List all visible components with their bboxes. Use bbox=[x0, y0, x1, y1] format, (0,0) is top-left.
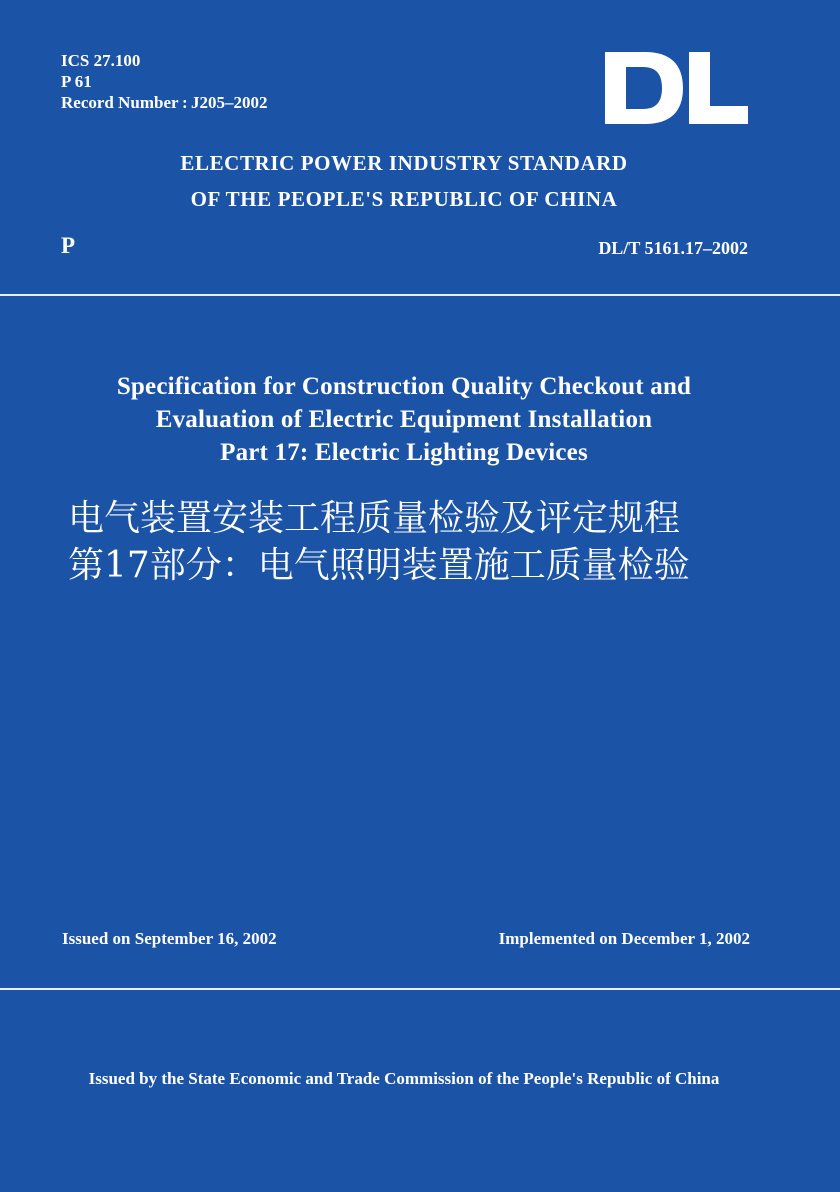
standard-number: DL/T 5161.17–2002 bbox=[598, 238, 748, 258]
ics-code: ICS 27.100 bbox=[61, 51, 141, 70]
classification-mark: P bbox=[61, 233, 76, 258]
record-number: Record Number : J205–2002 bbox=[61, 93, 268, 112]
header-divider bbox=[0, 294, 840, 296]
english-title-line2: Evaluation of Electric Equipment Installation bbox=[155, 406, 653, 433]
english-title-line3: Part 17: Electric Lighting Devices bbox=[220, 439, 588, 466]
chinese-title-line1: 电气装置安装工程质量检验及评定规程 bbox=[68, 498, 681, 539]
issued-date: Issued on September 16, 2002 bbox=[62, 929, 277, 948]
footer-divider bbox=[0, 988, 840, 990]
header-title-line2: OF THE PEOPLE'S REPUBLIC OF CHINA bbox=[190, 187, 618, 211]
dl-logo bbox=[605, 52, 748, 124]
p-code: P 61 bbox=[61, 72, 92, 91]
dl-logo-graphic bbox=[605, 52, 748, 124]
chinese-title-line2: 第17部分：电气照明装置施工质量检验 bbox=[68, 545, 690, 586]
implemented-date: Implemented on December 1, 2002 bbox=[498, 929, 750, 948]
english-title-line1: Specification for Construction Quality Checkout and bbox=[116, 373, 692, 400]
header-title-line1: ELECTRIC POWER INDUSTRY STANDARD bbox=[180, 151, 628, 175]
issuer-line: Issued by the State Economic and Trade Commission of the People's Republic of China bbox=[88, 1069, 720, 1088]
